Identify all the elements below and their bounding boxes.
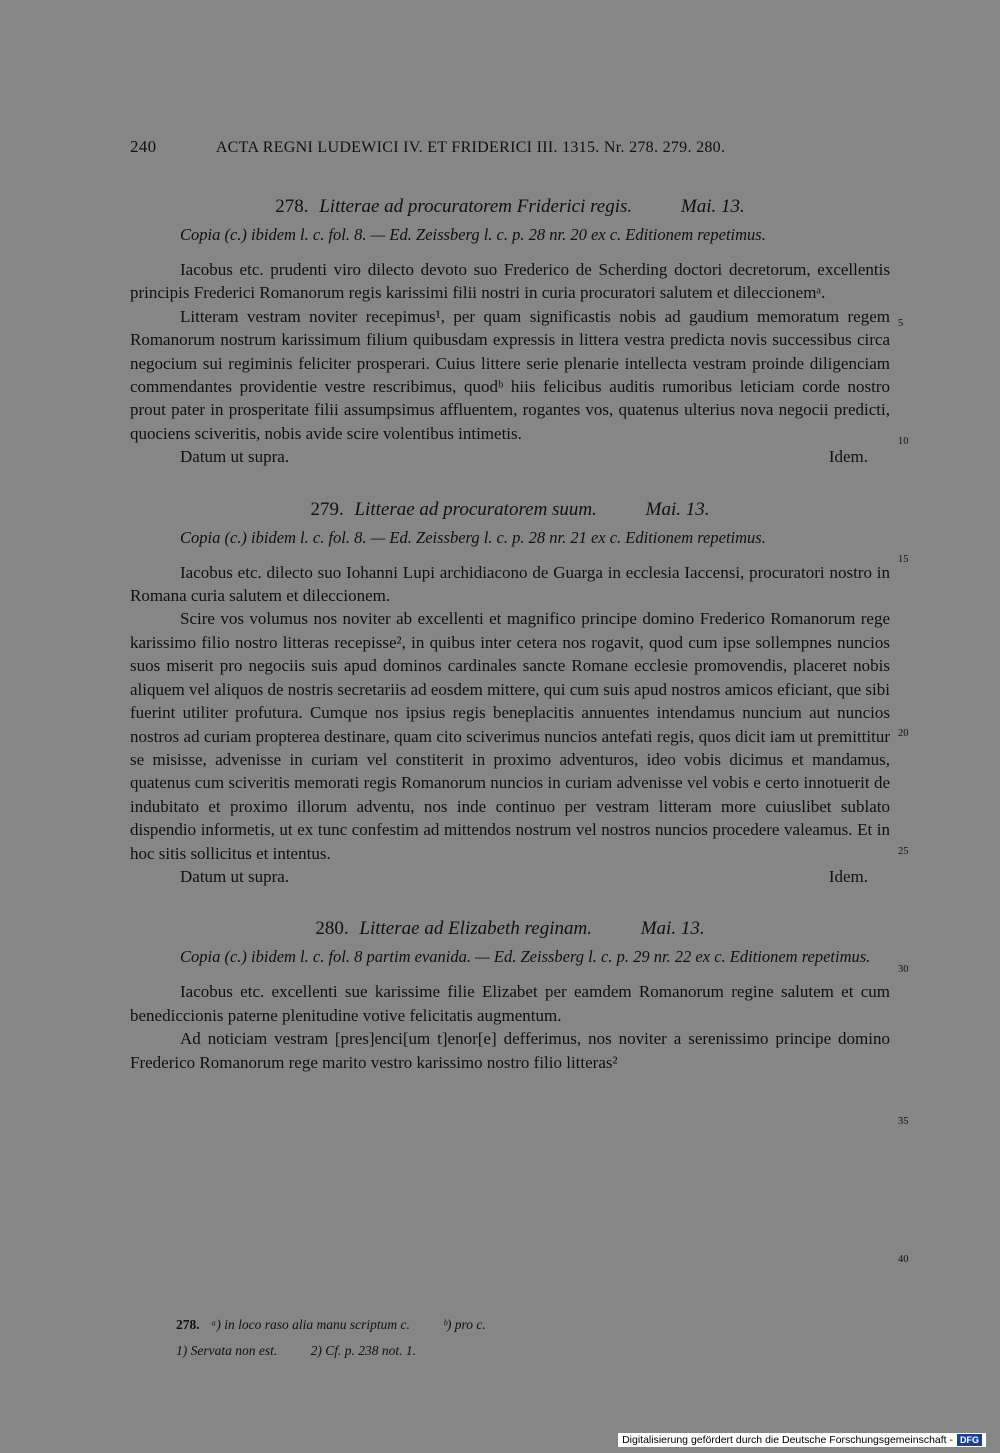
signer: Idem. [828, 866, 868, 886]
source-note: Copia (c.) ibidem l. c. fol. 8 partim evanida. — Ed. Zeissberg l. c. p. 29 nr. 22 ex c. Editionem repetimus. [180, 947, 871, 967]
footnote-1: 1) Servata non est. [176, 1343, 278, 1358]
line-number: 30 [898, 964, 909, 975]
source-note: Copia (c.) ibidem l. c. fol. 8. — Ed. Zeissberg l. c. p. 28 nr. 21 ex c. Editionem repetimus. [180, 527, 766, 547]
paragraph: Litteram vestram noviter recepimus¹, per quam significastis nobis ad gaudium memoratum regem Romanorum nostrum karissimum filium quibusdam expressis in littera vestra predicta novis successibus circa negocium sui regiminis feliciter prosperari. Cuius littere serie plenarie intellecta vestram proinde diligenciam commendantes providentie vestre rescribimus, quodᵇ hiis felicibus auditis rumoribus leticiam corde nostro prout pater in prosperitate filii assumpsimus affluentem, rogantes vos, quatenus ulterius nova negocii predicti, quociens sciveritis, nobis avide scire volentibus intimetis. [130, 306, 890, 443]
datum-line [130, 865, 890, 888]
document-280 [130, 914, 890, 1074]
document-number: 280. [315, 918, 349, 940]
document-date: Mai. 13. [645, 498, 710, 520]
footnote-a: ᵃ) in loco raso alia manu scriptum c. [211, 1317, 410, 1332]
document-278 [130, 192, 890, 469]
footnote-line [176, 1312, 876, 1338]
datum-line [130, 445, 890, 468]
line-number: 15 [898, 554, 909, 565]
document-279 [130, 495, 890, 889]
line-number: 20 [898, 728, 909, 739]
paragraph: Iacobus etc. excellenti sue karissime filie Elizabet per eamdem Romanorum regine salutem et cum benediccionis paterne plenitudine votive felicitatis augmentum. [130, 982, 890, 1025]
paragraph: Iacobus etc. dilecto suo Iohanni Lupi archidiacono de Guarga in ecclesia Iaccensi, procuratori nostro in Romana curia salutem et dileccionem. [130, 562, 890, 606]
footnote-2: 2) Cf. p. 238 not. 1. [310, 1343, 416, 1358]
footnotes [176, 1312, 876, 1364]
page-number: 240 [130, 137, 157, 156]
digitization-credit [618, 1433, 986, 1447]
main-text [130, 192, 890, 1074]
running-title: ACTA REGNI LUDEWICI IV. ET FRIDERICI III. 1315. Nr. 278. 279. 280. [215, 139, 726, 156]
datum: Datum ut supra. [180, 447, 290, 467]
paragraph: Scire vos volumus nos noviter ab excellenti et magnifico principe domino Frederico Romanorum rege karissimo filio nostro litteras recepisse², in quibus inter cetera nos rogavit, quod cum ipse sollempnes nuncios suos miserit pro negociis suis apud dominos cardinales sancte Romane ecclesie promovendis, placeret nobis aliquem vel aliquos de nostris secretariis ad eosdem mittere, qui cum suis apud nostros amicos eficiant, que sibi fuerint utiliter profutura. Cumque nos ipsius regis beneplacitis annuentes intendamus nuncium aut nuncios nostros ad curiam propterea destinare, quam cito sciverimus nuncios antefati regis, quos dicit iam ut premittitur se misisse, advenisse in curiam vel constiterit in proximo adventuros, ideo vobis dicimus et mandamus, quatenus cum sciveritis memorati regis Romanorum nuncios in curiam advenisse vel vobis e certo innotuerit de indubitato et proximo illorum adventu, nos inde continuo per vestram litteram more cuiuslibet sublato dispendio informetis, ut ex tunc confestim ad mittendos nostrum vel nostros nuncios procedere valeamus. Et in hoc sitis sollicitus et intentus. [130, 609, 890, 863]
document-heading [130, 495, 890, 525]
document-title: Litterae ad procuratorem suum. [354, 498, 597, 520]
paragraph: Ad noticiam vestram [pres]enci[um t]enor[e] defferimus, nos noviter a serenissimo principe domino Frederico Romanorum rege marito vestro karissimo nostro filio litteras² [130, 1029, 890, 1072]
paragraph: Iacobus etc. prudenti viro dilecto devoto suo Frederico de Scherding doctori decretorum, excellentis principis Frederici Romanorum regis karissimi filii nostri in curia procuratori salutem et dileccionemᵃ. [130, 260, 890, 303]
document-heading [130, 914, 890, 944]
line-number: 5 [898, 318, 904, 329]
running-header [130, 137, 810, 157]
line-number: 35 [898, 1116, 909, 1127]
line-number: 10 [898, 436, 909, 447]
footnote-doc-label: 278. [176, 1317, 200, 1332]
line-number: 25 [898, 846, 909, 857]
document-date: Mai. 13. [680, 196, 745, 217]
dfg-logo-icon: DFG [957, 1434, 982, 1446]
footnote-line [176, 1338, 876, 1364]
credit-text: Digitalisierung gefördert durch die Deutsche Forschungsgemeinschaft - [622, 1434, 953, 1446]
document-date: Mai. 13. [640, 918, 705, 940]
source-note: Copia (c.) ibidem l. c. fol. 8. — Ed. Zeissberg l. c. p. 28 nr. 20 ex c. Editionem repetimus. [180, 225, 766, 244]
line-number: 40 [898, 1254, 909, 1265]
datum: Datum ut supra. [180, 866, 290, 886]
footnote-b: ᵇ) pro c. [443, 1317, 486, 1332]
signer: Idem. [828, 447, 868, 467]
document-title: Litterae ad procuratorem Friderici regis. [319, 196, 633, 217]
document-heading [130, 192, 890, 222]
document-number: 278. [275, 196, 309, 217]
document-title: Litterae ad Elizabeth reginam. [359, 918, 592, 940]
document-number: 279. [310, 498, 344, 520]
